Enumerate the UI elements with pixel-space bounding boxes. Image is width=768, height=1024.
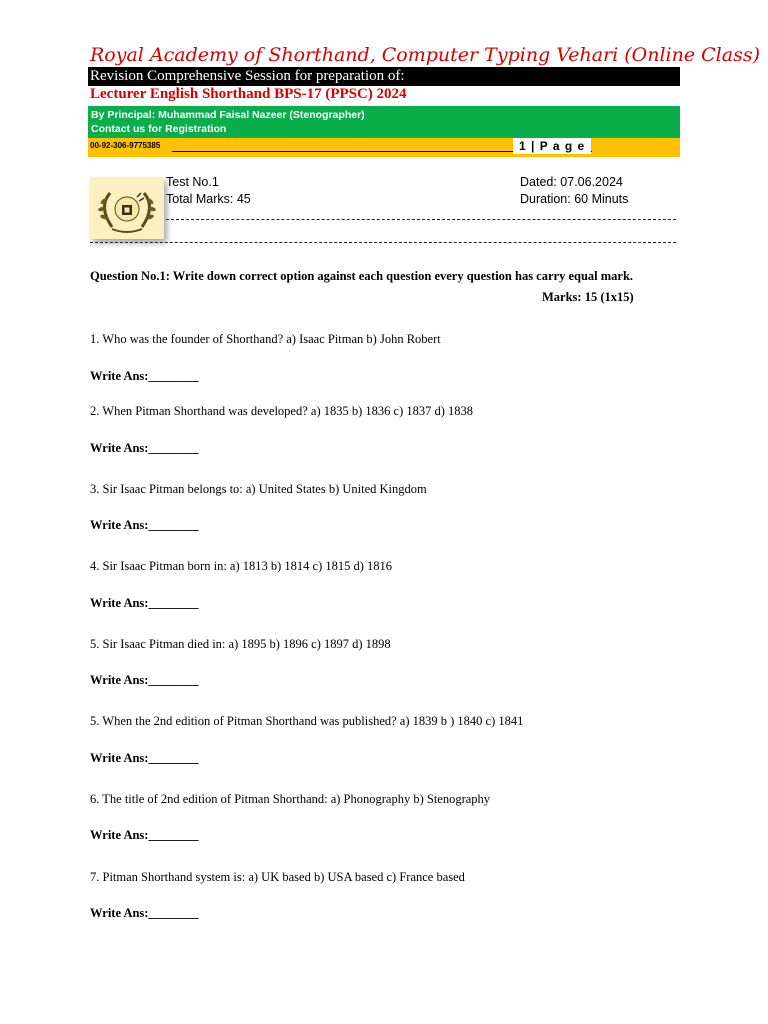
principal-banner — [88, 106, 680, 138]
exam-subtitle: Lecturer English Shorthand BPS-17 (PPSC) 2024 — [90, 86, 407, 102]
dashed-divider — [166, 219, 676, 220]
session-banner: Revision Comprehensive Session for preparation of: — [88, 67, 680, 86]
answer-line[interactable]: Write Ans:________ — [90, 673, 199, 687]
page-number: 1 | P a g e — [513, 138, 591, 154]
dashed-divider — [90, 242, 676, 243]
question-item: 2. When Pitman Shorthand was developed? a) 1835 b) 1836 c) 1837 d) 1838 — [90, 404, 474, 418]
answer-line[interactable]: Write Ans:________ — [90, 441, 199, 455]
total-marks: Total Marks: 45 — [166, 192, 251, 206]
laurel-emblem-icon — [90, 177, 164, 239]
test-number: Test No.1 — [166, 175, 219, 189]
question-item: 3. Sir Isaac Pitman belongs to: a) United States b) United Kingdom — [90, 482, 427, 496]
phone-number: 00-92-306-9775385 — [90, 141, 161, 150]
question-item: 5. When the 2nd edition of Pitman Shorthand was published? a) 1839 b ) 1840 c) 1841 — [90, 714, 524, 728]
contact-text: Contact us for Registration — [91, 123, 227, 135]
answer-line[interactable]: Write Ans:________ — [90, 828, 199, 842]
academy-title: Royal Academy of Shorthand, Computer Typing Vehari (Online Class) — [90, 44, 760, 66]
contact-bar — [88, 138, 680, 157]
answer-line[interactable]: Write Ans:________ — [90, 518, 199, 532]
academy-logo — [90, 177, 164, 239]
question-item: 6. The title of 2nd edition of Pitman Shorthand: a) Phonography b) Stenography — [90, 792, 491, 806]
question-item: 4. Sir Isaac Pitman born in: a) 1813 b) 1814 c) 1815 d) 1816 — [90, 559, 393, 573]
question-heading: Question No.1: Write down correct option against each question every question has carry equal mark. — [90, 269, 634, 283]
answer-line[interactable]: Write Ans:________ — [90, 751, 199, 765]
question-item: 7. Pitman Shorthand system is: a) UK based b) USA based c) France based — [90, 870, 465, 884]
question-item: 5. Sir Isaac Pitman died in: a) 1895 b) 1896 c) 1897 d) 1898 — [90, 637, 391, 651]
principal-name: By Principal: Muhammad Faisal Nazeer (Stenographer) — [91, 109, 365, 121]
section-marks: Marks: 15 (1x15) — [542, 290, 634, 304]
test-date: Dated: 07.06.2024 — [520, 175, 623, 189]
answer-line[interactable]: Write Ans:________ — [90, 596, 199, 610]
answer-line[interactable]: Write Ans:________ — [90, 906, 199, 920]
answer-line[interactable]: Write Ans:________ — [90, 369, 199, 383]
test-duration: Duration: 60 Minuts — [520, 192, 629, 206]
question-item: 1. Who was the founder of Shorthand? a) Isaac Pitman b) John Robert — [90, 332, 441, 346]
